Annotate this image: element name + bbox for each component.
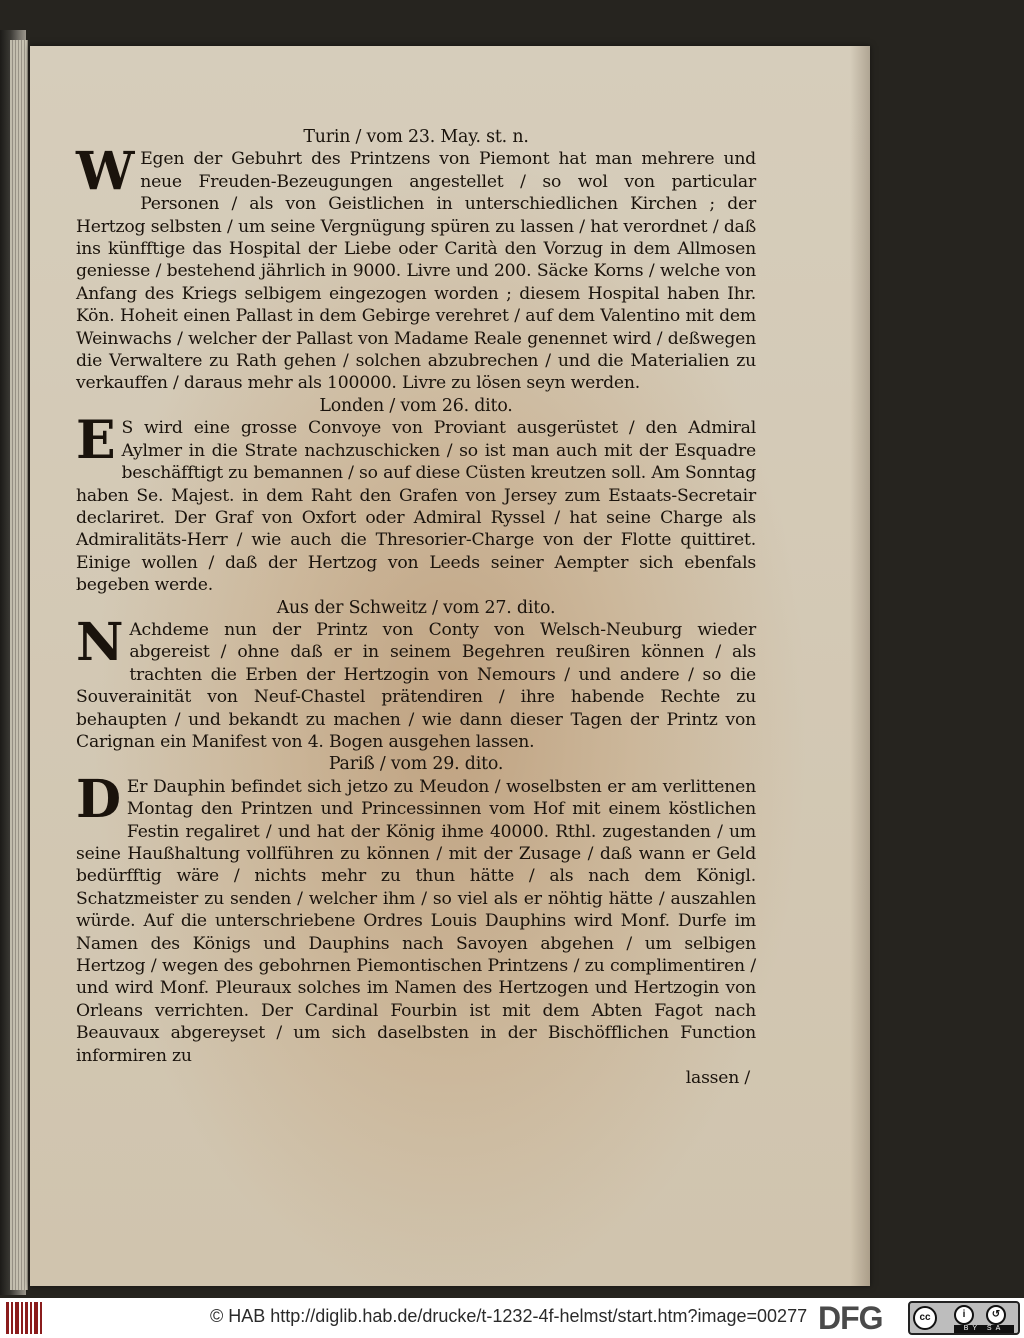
drop-cap-initial: N bbox=[76, 611, 124, 673]
section-text: Achdeme nun der Printz von Conty von Welsch-Neuburg wieder abgereist / ohne daß er in seinem Begehren reußiren können / als trachten die Erben der Hertzogin von Nemours / und andere / so die Souverainität von Neuf-Chastel prätendiren / ihre habende Rechte zu behaupten / und bekandt zu machen / wie dann dieser Tagen der Printz von Carignan ein Manifest von 4. Bogen ausgehen lassen. bbox=[76, 619, 756, 752]
cc-license-badge[interactable] bbox=[908, 1301, 1020, 1335]
section-heading-turin: Turin / vom 23. May. st. n. bbox=[303, 127, 529, 147]
catchword: lassen / bbox=[685, 1068, 750, 1089]
section-text: Egen der Gebuhrt des Printzens von Piemont hat man mehrere und neue Freuden-Bezeugungen angestellet / so wol von particular Personen / als von Geistlichen in unterschiedlichen Kirchen ; der Hertzog selbsten / um seine Vergnügung spüren zu lassen / hat verordnet / daß ins künfftige das Hospital der Liebe oder Carità den Vorzug in dem Allmosen geniesse / bestehend jährlich in 9000. Livre und 200. Säcke Korns / welche von Anfang des Kriegs selbigem eingezogen worden ; diesem Hospital haben Ihr. Kön. Hoheit einen Pallast in dem Gebirge verehret / auf dem Valentino mit dem Weinwachs / welcher der Pallast von Madame Reale genennet wird / deßwegen die Verwaltere zu Rath gehen / solchen abzubrechen / und die Materialien zu verkauffen / daraus mehr als 100000. Livre zu lösen seyn werden. bbox=[76, 149, 756, 394]
section-text: S wird eine grosse Convoye von Proviant ausgerüstet / den Admiral Aylmer in die Strate nachzuschicken / so ist man auch mit der Esquadre beschäfftigt zu bemannen / so auf diese Cüsten kreutzen soll. Am Sonntag haben Se. Majest. in dem Raht den Grafen von Jersey zum Estaats-Secretair declariret. Der Graf von Oxfort oder Admiral Ryssel / hat seine Charge als Admiralitäts-Herr / wie auch die Thresorier-Charge von der Flotte quittiret. Einige wollen / daß der Hertzog von Leeds seiner Aempter sich ebenfals begeben werde. bbox=[76, 418, 756, 596]
section-body-turin bbox=[76, 141, 756, 394]
section-heading-paris: Pariß / vom 29. dito. bbox=[328, 754, 504, 775]
section-text: Er Dauphin befindet sich jetzo zu Meudon / woselbsten er am verlittenen Montag den Printzen und Princessinnen vom Hof mit einem köstlichen Festin regaliret / und hat der König ihme 40000. Rthl. zugestanden / um seine Haußhaltung vollführen zu können / mit der Zusage / daß wann er Geld bedürfftig wäre / nichts mehr zu thun hätte / als nach dem Königl. Schatzmeister zu senden / welcher ihm / so viel als er nöhtig hätte / auszahlen würde. Auf die unterschriebene Ordres Louis Dauphins wird Monf. Durfe im Namen des Königs und Dauphins nach Savoyen abgehen / um selbigen Hertzog / wegen des gebohrnen Piemontischen Printzens / zu complimentiren / und wird Monf. Pleuraux solches im Namen des Hertzogen und Hertzogin von Orleans verrichten. Der Cardinal Fourbin ist mit dem Abten Fagot nach Beauvaux abgereyset / um sich daselbsten in der Bischöfflichen Function informiren zu bbox=[76, 776, 756, 1066]
drop-cap-initial: E bbox=[76, 410, 116, 472]
by-attribution-icon: i bbox=[954, 1305, 974, 1325]
dfg-logo: DFG bbox=[818, 1300, 883, 1336]
section-heading-londen: Londen / vom 26. dito. bbox=[319, 395, 513, 416]
scanned-page bbox=[30, 46, 870, 1286]
page-gutter-shade bbox=[850, 46, 870, 1286]
page-stack-edge bbox=[10, 40, 28, 1290]
drop-cap-initial: W bbox=[76, 141, 135, 203]
share-alike-icon: ↺ bbox=[986, 1305, 1006, 1325]
section-heading-schweitz: Aus der Schweitz / vom 27. dito. bbox=[276, 597, 556, 618]
section-body-schweitz bbox=[76, 611, 756, 753]
viewer-footer-bar bbox=[0, 1298, 1024, 1338]
section-body-paris bbox=[76, 768, 756, 1067]
source-url-text[interactable]: © HAB http://diglib.hab.de/drucke/t-1232-4f-helmst/start.htm?image=00277 bbox=[210, 1306, 808, 1326]
license-label: BY SA bbox=[954, 1325, 1014, 1333]
library-barcode-icon bbox=[6, 1302, 42, 1334]
section-body-londen bbox=[76, 410, 756, 596]
cc-icon: cc bbox=[913, 1306, 937, 1330]
drop-cap-initial: D bbox=[76, 768, 121, 830]
article-text bbox=[76, 126, 756, 1089]
